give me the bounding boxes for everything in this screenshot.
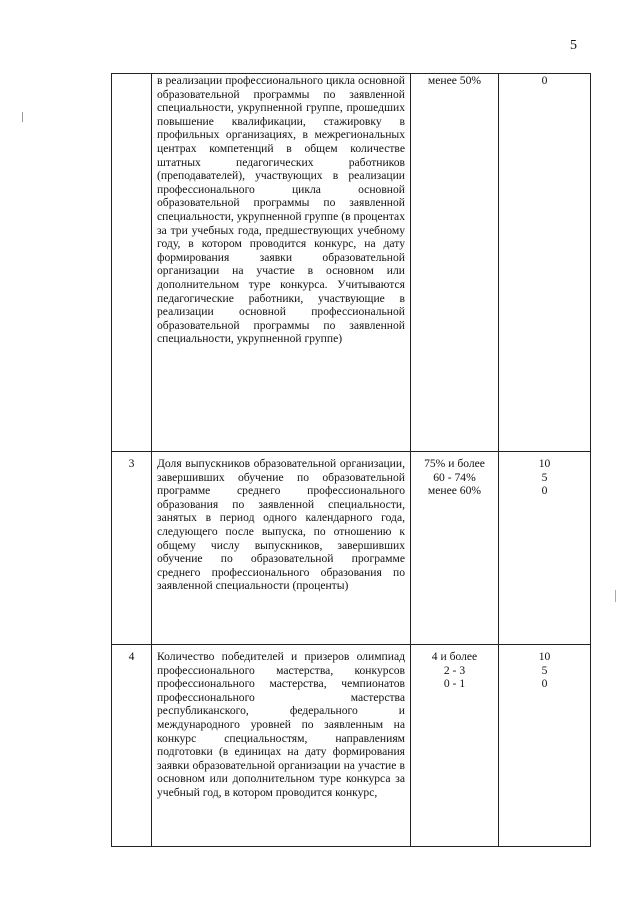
criterion-description: в реализации профессионального цикла основной образовательной программы по заявленной специальности, укрупненной группе, прошедших повышение квалификации, стажировку в профильных организациях, в межрегиональных центрах компетенций в общем количестве штатных педагогических работников (преподавателей), участвующих в реализации профессионального цикла основной образовательной программы по заявленной специальности, укрупненной группе (в процентах за три учебных года, предшествующих учебному году, в котором проводится конкурс, на дату формирования заявки образовательной организации на участие в основном или дополнительном туре конкурса. Учитываются педагогические работники, участвующие в реализации основной профессиональной образовательной программы по заявленной специальности, укрупненной группе) — [152, 74, 411, 452]
criterion-description: Количество победителей и призеров олимпиад профессионального мастерства, конкурсов профессионального мастерства, чемпионатов профессионального мастерства республиканского, федерального и международного уровней по заявленным на конкурс специальностям, направлениям подготовки (в единицах на дату формирования заявки образовательной организации на участие в основном или дополнительном туре конкурса за учебный год, в котором проводится конкурс, — [152, 645, 411, 847]
row-number: 4 — [112, 645, 152, 847]
value-ranges: менее 50% — [411, 74, 499, 452]
page-number: 5 — [570, 38, 577, 53]
scan-mark — [22, 112, 23, 122]
scores: 10 5 0 — [499, 645, 591, 847]
table-row — [112, 74, 591, 452]
scores: 0 — [499, 74, 591, 452]
row-number — [112, 74, 152, 452]
value-ranges: 75% и более 60 - 74% менее 60% — [411, 452, 499, 645]
criteria-table — [111, 73, 591, 847]
table-row — [112, 645, 591, 847]
row-number: 3 — [112, 452, 152, 645]
value-ranges: 4 и более 2 - 3 0 - 1 — [411, 645, 499, 847]
table-row — [112, 452, 591, 645]
scan-mark — [615, 590, 616, 602]
criterion-description: Доля выпускников образовательной организации, завершивших обучение по образовательной программе среднего профессионального образования по заявленной специальности, занятых в период одного календарного года, следующего после выпуска, по отношению к общему числу выпускников, завершивших обучение по образовательной программе среднего профессионального образования по заявленной специальности (проценты) — [152, 452, 411, 645]
scores: 10 5 0 — [499, 452, 591, 645]
